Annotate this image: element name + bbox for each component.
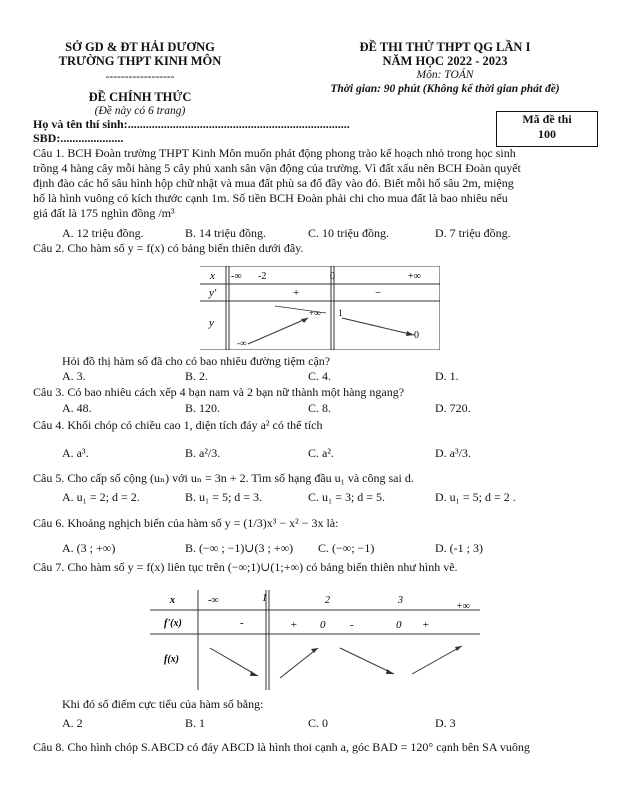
q2-answer-b: B. 2. [185,369,209,383]
q4-answer-a: A. a³. [62,446,89,460]
subject: Môn: TOÁN [416,69,474,81]
t7-x-neg-inf: -∞ [208,595,219,606]
q7-stem: Câu 7. Cho hàm số y = f(x) liên tục trên (−∞;1)∪(1;+∞) có bảng biến thiên như hình vẽ. [33,560,458,574]
school-name: TRƯỜNG THPT KINH MÔN [58,54,222,68]
q2-variation-table [200,266,440,350]
q3-answer-b: B. 120. [185,401,221,415]
t2-y-val-1: 1 [338,308,343,318]
q8-stem: Câu 8. Cho hình chóp S.ABCD có đáy ABCD là hình thoi cạnh a, góc BAD = 120° cạnh bên SA vuông [33,740,530,754]
q1-answer-b: B. 14 triệu đồng. [185,226,266,240]
t2-x-val-neg2: -2 [258,271,267,282]
q1-line-2: trồng 4 hàng cây mỗi hàng 5 cây phủ xanh sân vận động của trường. Vì đất xấu nên BCH Đoàn quyết [33,161,521,175]
q3-answer-a: A. 48. [62,401,92,415]
header-dashes: ------------------ [105,71,175,83]
t2-x-neg-inf: -∞ [231,271,242,282]
q4-answer-c: C. a². [308,446,334,460]
q5-answer-c: C. u₁ = 3; d = 5. [308,490,386,504]
student-name-dots: .......................................................................... [127,117,350,131]
sbd-dots: ..................... [60,131,124,145]
t7-f-label: f(x) [164,654,179,665]
exam-code-label: Mã đề thi [522,112,572,126]
page-count: (Đề này có 6 trang) [94,105,186,117]
t2-yp-sign-2: − [375,287,382,299]
q2-answer-a: A. 3. [62,369,86,383]
q7-question: Khi đó số điểm cực tiểu của hàm số bằng: [62,697,264,711]
q6-answer-d: D. (-1 ; 3) [435,541,483,555]
q4-answer-d: D. a³/3. [435,446,471,460]
q4-stem: Câu 4. Khối chóp có chiều cao 1, diện tích đáy a² có thể tích [33,418,323,432]
q7-variation-table [150,590,480,690]
t2-x-pos-inf: +∞ [408,271,421,282]
q1-answer-d: D. 7 triệu đồng. [435,226,511,240]
student-name-label: Họ và tên thí sinh: [33,117,128,131]
dept-name: SỞ GD & ĐT HẢI DƯƠNG [65,40,215,54]
q2-stem: Câu 2. Cho hàm số y = f(x) có bảng biến thiên dưới đây. [33,241,304,255]
q3-answer-c: C. 8. [308,401,332,415]
t7-fp-sign-4: + [422,619,430,631]
sbd-label: SBD: [33,131,61,145]
exam-code-box [496,111,598,147]
t2-x-val-0: 0 [330,271,335,282]
q7-answer-a: A. 2 [62,716,83,730]
q6-answer-b: B. (−∞ ; −1)∪(3 ; +∞) [185,541,294,555]
t7-fp-sign-3: - [350,619,354,631]
q5-answer-a: A. u₁ = 2; d = 2. [62,490,140,504]
t2-y-val-0: 0 [414,330,419,341]
t7-x-pos-inf: +∞ [456,601,470,612]
t7-x-val-1: 1 [262,593,267,604]
q1-line-5: giá đất là 175 nghìn đồng /m³ [33,206,175,220]
t7-x-val-3: 3 [398,595,403,606]
q1-line-3: định đào các hố sâu hình hộp chữ nhật và mua đất phù sa đổ đầy vào đó. Biết mỗi hố sâu 2m, miệng [33,176,514,190]
q5-answer-d: D. u₁ = 5; d = 2 . [435,490,516,504]
q5-stem: Câu 5. Cho cấp số cộng (uₙ) với uₙ = 3n + 2. Tìm số hạng đầu u₁ và công sai d. [33,471,414,485]
q3-stem: Câu 3. Có bao nhiêu cách xếp 4 bạn nam và 2 bạn nữ thành một hàng ngang? [33,385,405,399]
t2-yp-label: y' [209,287,217,299]
exam-code-value: 100 [538,127,556,141]
t7-x-val-2: 2 [325,595,330,606]
header-right [290,40,600,96]
t2-y-pos-inf: +∞ [309,308,321,318]
t7-fp-sign-1: - [240,617,244,629]
student-name-row [33,117,350,132]
q5-answer-b: B. u₁ = 5; d = 3. [185,490,263,504]
t2-y-neg-inf: -∞ [237,338,247,348]
q3-answer-d: D. 720. [435,401,471,415]
t7-fp-label: f'(x) [164,618,182,629]
t7-fp-zero-2: 0 [396,619,402,631]
q2-answer-c: C. 4. [308,369,332,383]
t7-fp-zero-1: 0 [320,619,326,631]
q1-text-1: Câu 1. BCH Đoàn trường THPT Kinh Môn muốn phát động phong trào kế hoạch nhỏ trong học sinh [33,146,516,160]
q1-answer-a: A. 12 triệu đồng. [62,226,144,240]
q7-answer-d: D. 3 [435,716,456,730]
q6-answer-c: C. (−∞; −1) [318,541,375,555]
q7-answer-c: C. 0 [308,716,329,730]
sbd-row [33,131,123,146]
q6-stem: Câu 6. Khoảng nghịch biến của hàm số y = (1/3)x³ − x² − 3x là: [33,516,339,530]
exam-title: ĐỀ THI THỬ THPT QG LẦN I [359,40,531,54]
q2-answer-d: D. 1. [435,369,459,383]
t2-y-label: y [209,317,214,329]
exam-time: Thời gian: 90 phút (Không kể thời gian phát đề) [330,83,560,95]
t2-x-label: x [210,270,215,282]
q1-line-4: hố là hình vuông có kích thước cạnh 1m. Số tiền BCH Đoàn phải chi cho mua đất là bao nhiêu nếu [33,191,508,205]
t7-fp-sign-2: + [290,619,298,631]
q7-answer-b: B. 1 [185,716,206,730]
q6-answer-a: A. (3 ; +∞) [62,541,116,555]
q4-answer-b: B. a²/3. [185,446,221,460]
t7-x-label: x [170,595,175,606]
official-label: ĐỀ CHÍNH THỨC [88,90,192,104]
t2-yp-sign-1: + [293,287,300,299]
q2-question: Hỏi đồ thị hàm số đã cho có bao nhiêu đường tiệm cận? [62,354,331,368]
school-year: NĂM HỌC 2022 - 2023 [382,54,508,68]
q1-answer-c: C. 10 triệu đồng. [308,226,389,240]
q1-line-1 [33,146,593,161]
header-left [20,40,260,118]
